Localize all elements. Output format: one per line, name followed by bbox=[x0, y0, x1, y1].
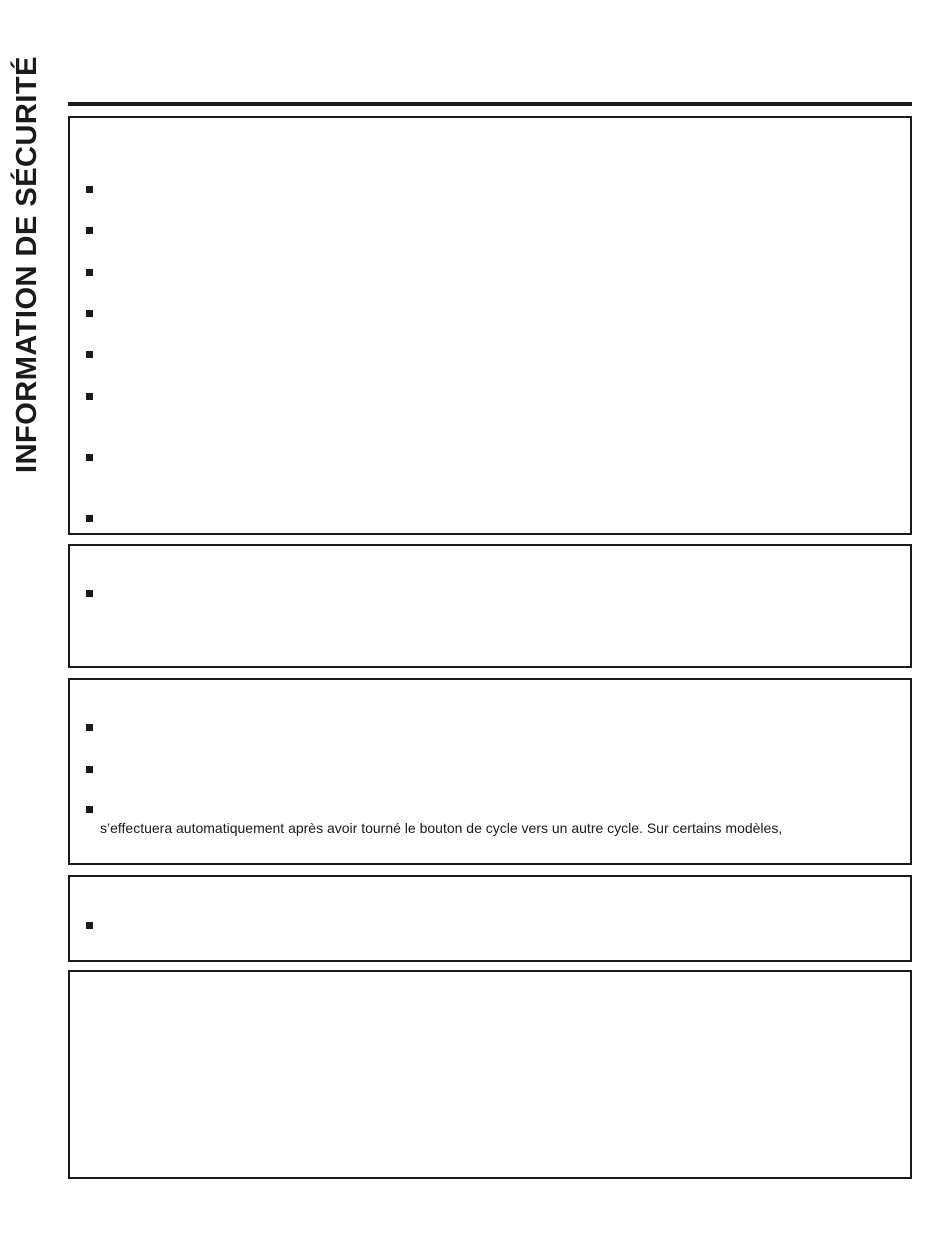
bullet-marker bbox=[86, 515, 93, 522]
bullet-marker bbox=[86, 310, 93, 317]
bullet-marker bbox=[86, 269, 93, 276]
safety-box-5 bbox=[68, 970, 912, 1179]
header-rule bbox=[68, 102, 912, 106]
side-section-title bbox=[8, 38, 46, 490]
safety-box-3 bbox=[68, 678, 912, 865]
bullet-marker bbox=[86, 590, 93, 597]
bullet-marker bbox=[86, 724, 93, 731]
bullet-marker bbox=[86, 766, 93, 773]
instruction-text: s’effectuera automatiquement après avoir tourné le bouton de cycle vers un autre cycle. Sur certains modèles, bbox=[100, 820, 783, 836]
bullet-marker bbox=[86, 806, 93, 813]
safety-box-1 bbox=[68, 116, 912, 535]
bullet-marker bbox=[86, 922, 93, 929]
side-section-title-text: INFORMATION DE SÉCURITÉ bbox=[10, 55, 43, 473]
bullet-marker bbox=[86, 351, 93, 358]
bullet-marker bbox=[86, 454, 93, 461]
safety-box-4 bbox=[68, 875, 912, 962]
bullet-marker bbox=[86, 393, 93, 400]
bullet-marker bbox=[86, 186, 93, 193]
safety-box-2 bbox=[68, 544, 912, 668]
bullet-marker bbox=[86, 227, 93, 234]
